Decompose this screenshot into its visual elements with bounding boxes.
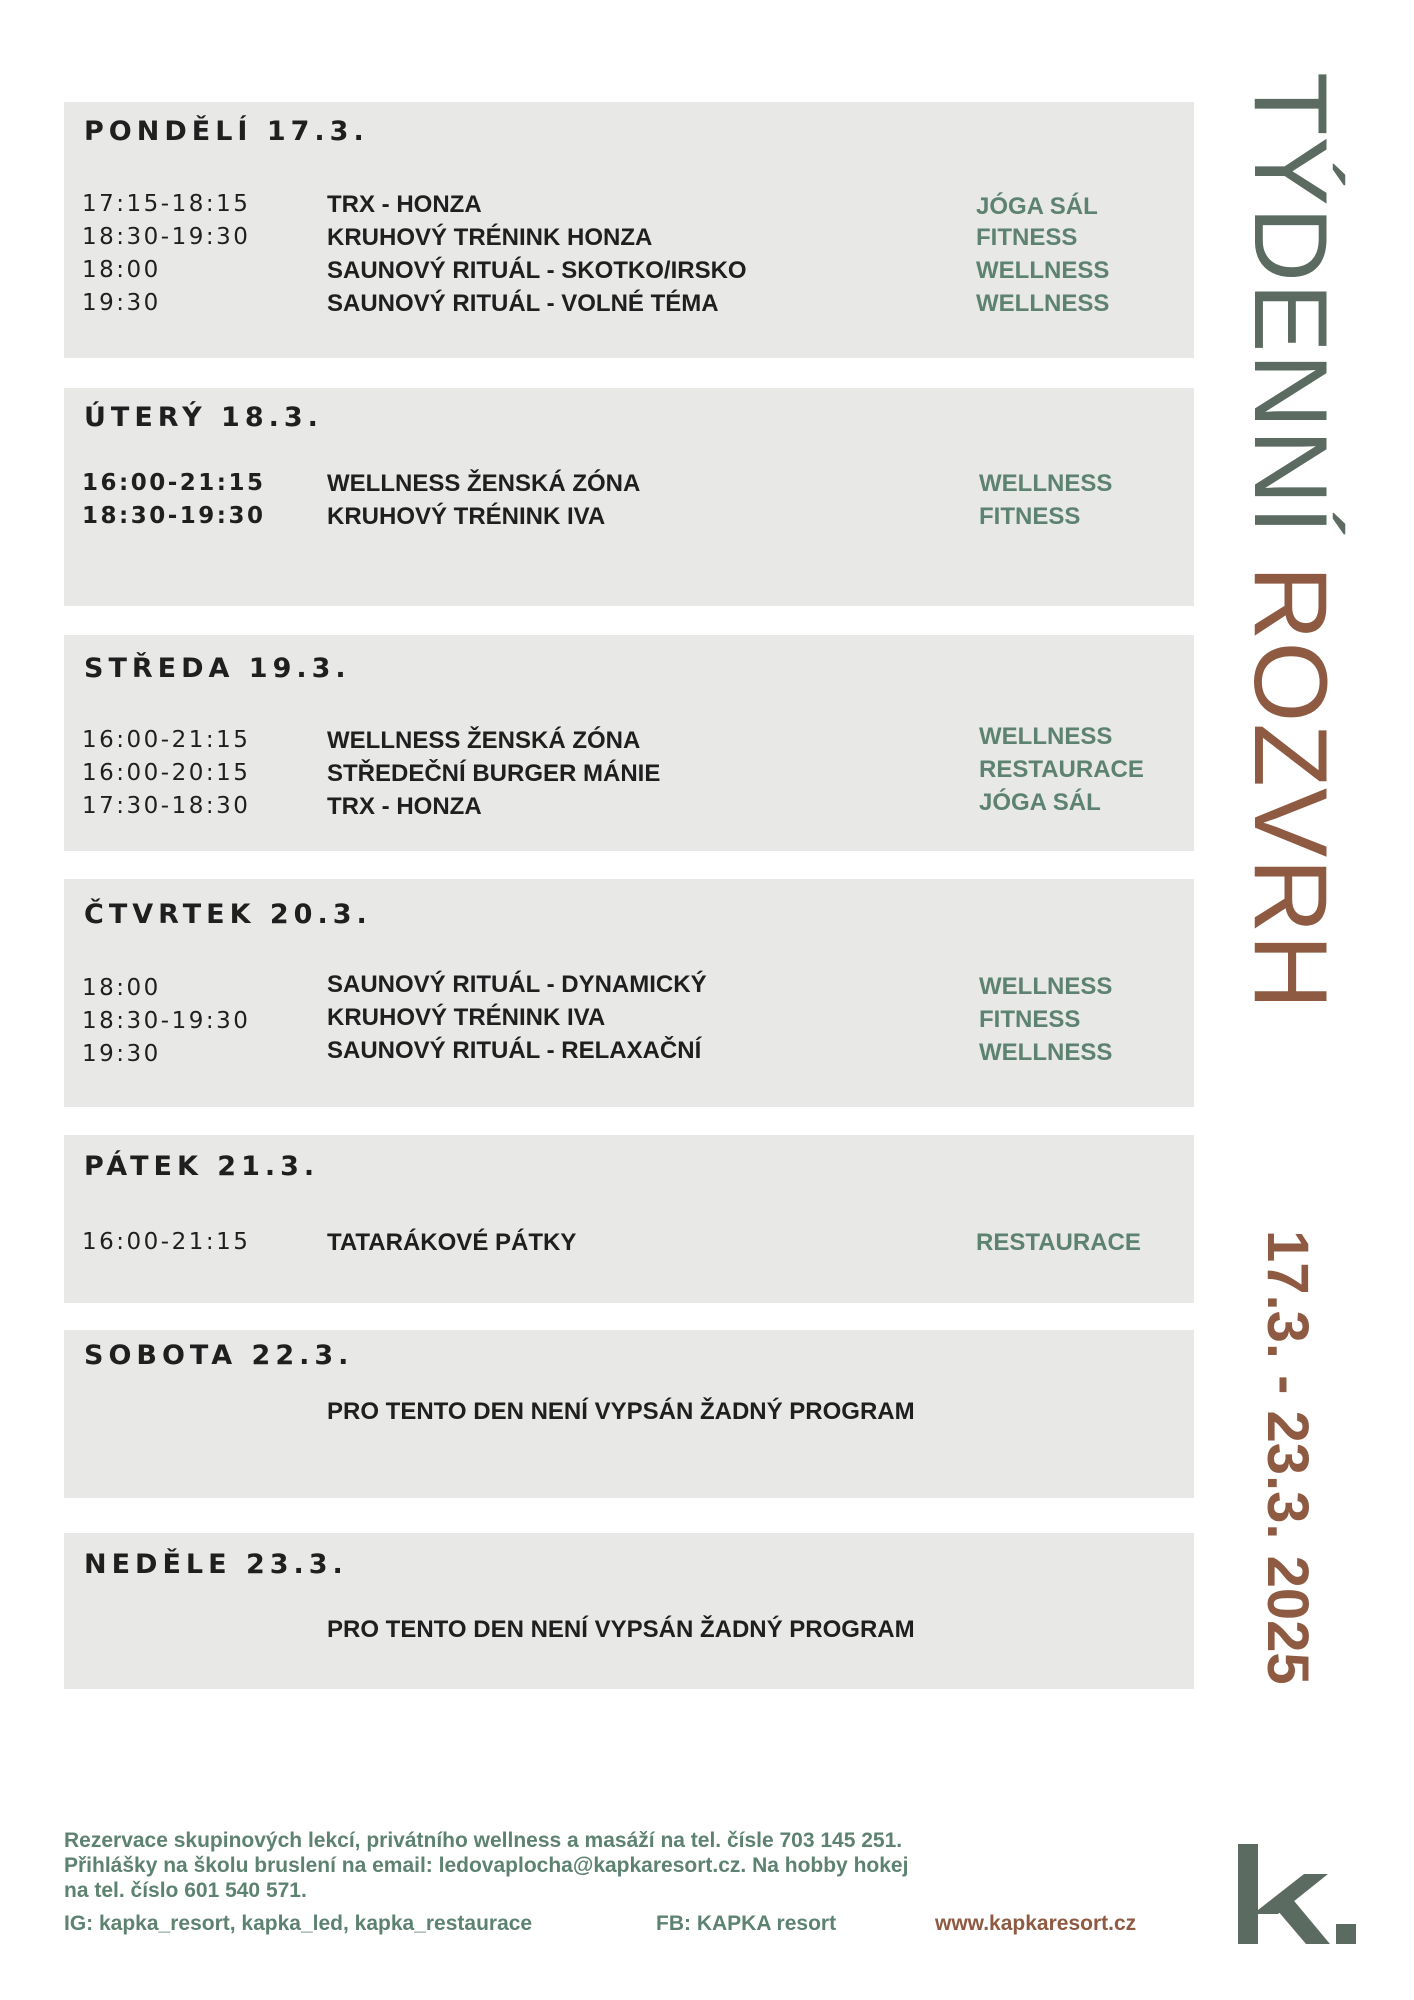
event-time: 17:30-18:30	[82, 793, 251, 819]
event-time: 19:30	[82, 1041, 161, 1067]
event-place: FITNESS	[976, 224, 1078, 251]
event-name: TATARÁKOVÉ PÁTKY	[327, 1229, 577, 1256]
event-row	[64, 789, 1194, 825]
event-time: 18:30-19:30	[82, 224, 251, 250]
event-place: RESTAURACE	[976, 1229, 1141, 1256]
event-time: 19:30	[82, 290, 161, 316]
no-program-note: PRO TENTO DEN NENÍ VYPSÁN ŽADNÝ PROGRAM	[327, 1398, 915, 1425]
day-saturday	[64, 1330, 1194, 1498]
event-row	[64, 470, 1194, 502]
no-program-note: PRO TENTO DEN NENÍ VYPSÁN ŽADNÝ PROGRAM	[327, 1616, 915, 1643]
day-thursday	[64, 879, 1194, 1107]
page-title-line2: ROZVRH	[1232, 565, 1348, 1011]
event-row	[64, 756, 1194, 792]
event-name: KRUHOVÝ TRÉNINK IVA	[327, 503, 606, 530]
event-row	[64, 257, 1194, 289]
day-friday	[64, 1135, 1194, 1303]
event-time: 16:00-21:15	[82, 727, 251, 753]
event-name: SAUNOVÝ RITUÁL - SKOTKO/IRSKO	[327, 257, 747, 284]
instagram-handles: IG: kapka_resort, kapka_led, kapka_restaurace	[64, 1912, 533, 1935]
event-place: FITNESS	[979, 503, 1081, 530]
day-title: ČTVRTEK 20.3.	[84, 899, 372, 930]
event-row	[64, 1229, 1194, 1261]
event-name: SAUNOVÝ RITUÁL - VOLNÉ TÉMA	[327, 290, 719, 317]
event-name: STŘEDEČNÍ BURGER MÁNIE	[327, 760, 661, 787]
event-place: WELLNESS	[979, 723, 1113, 750]
event-place: JÓGA SÁL	[976, 193, 1098, 220]
day-title: STŘEDA 19.3.	[84, 653, 351, 684]
event-time: 17:15-18:15	[82, 191, 251, 217]
event-name: WELLNESS ŽENSKÁ ZÓNA	[327, 727, 641, 754]
event-time: 18:00	[82, 257, 161, 283]
event-row	[64, 971, 1194, 1003]
event-place: WELLNESS	[979, 973, 1113, 1000]
footer-line: na tel. číslo 601 540 571.	[64, 1879, 307, 1902]
page-title-line1: TÝDENNÍ	[1232, 72, 1348, 536]
event-time: 18:30-19:30	[82, 503, 266, 529]
day-title: PONDĚLÍ 17.3.	[84, 116, 369, 147]
event-place: WELLNESS	[976, 257, 1110, 284]
event-name: KRUHOVÝ TRÉNINK HONZA	[327, 224, 653, 251]
day-tuesday	[64, 388, 1194, 606]
event-row	[64, 290, 1194, 322]
event-name: WELLNESS ŽENSKÁ ZÓNA	[327, 470, 641, 497]
event-place: WELLNESS	[976, 290, 1110, 317]
day-title: SOBOTA 22.3.	[84, 1340, 354, 1371]
event-name: KRUHOVÝ TRÉNINK IVA	[327, 1004, 606, 1031]
facebook-handle: FB: KAPKA resort	[656, 1912, 837, 1935]
event-row	[64, 503, 1194, 535]
day-title: PÁTEK 21.3.	[84, 1151, 320, 1182]
event-name: SAUNOVÝ RITUÁL - DYNAMICKÝ	[327, 971, 707, 998]
event-name: TRX - HONZA	[327, 191, 482, 218]
event-row	[64, 224, 1194, 256]
event-time: 18:00	[82, 975, 161, 1001]
date-range: 17.3. - 23.3. 2025	[1255, 1230, 1320, 1685]
footer-line: Rezervace skupinových lekcí, privátního wellness a masáží na tel. čísle 703 145 251.	[64, 1829, 903, 1852]
event-place: WELLNESS	[979, 1039, 1113, 1066]
event-place: WELLNESS	[979, 470, 1113, 497]
event-name: SAUNOVÝ RITUÁL - RELAXAČNÍ	[327, 1037, 702, 1064]
event-place: RESTAURACE	[979, 756, 1144, 783]
event-time: 16:00-21:15	[82, 1229, 251, 1255]
footer-info	[64, 1828, 1114, 1903]
event-time: 16:00-20:15	[82, 760, 251, 786]
event-place: FITNESS	[979, 1006, 1081, 1033]
event-row	[64, 1004, 1194, 1036]
day-title: ÚTERÝ 18.3.	[84, 402, 323, 433]
day-wednesday	[64, 635, 1194, 851]
event-row	[64, 191, 1194, 223]
event-row	[64, 1037, 1194, 1069]
day-sunday	[64, 1533, 1194, 1689]
event-row	[64, 723, 1194, 759]
footer-line: Přihlášky na školu bruslení na email: ledovaplocha@kapkaresort.cz. Na hobby hokej	[64, 1854, 909, 1877]
kapka-logo-icon	[1232, 1838, 1362, 1948]
day-title: NEDĚLE 23.3.	[84, 1549, 348, 1580]
page-title	[1232, 72, 1348, 1011]
event-time: 16:00-21:15	[82, 470, 266, 496]
website-link[interactable]: www.kapkaresort.cz	[935, 1912, 1137, 1935]
day-monday	[64, 102, 1194, 358]
event-time: 18:30-19:30	[82, 1008, 251, 1034]
event-name: TRX - HONZA	[327, 793, 482, 820]
event-place: JÓGA SÁL	[979, 789, 1101, 816]
